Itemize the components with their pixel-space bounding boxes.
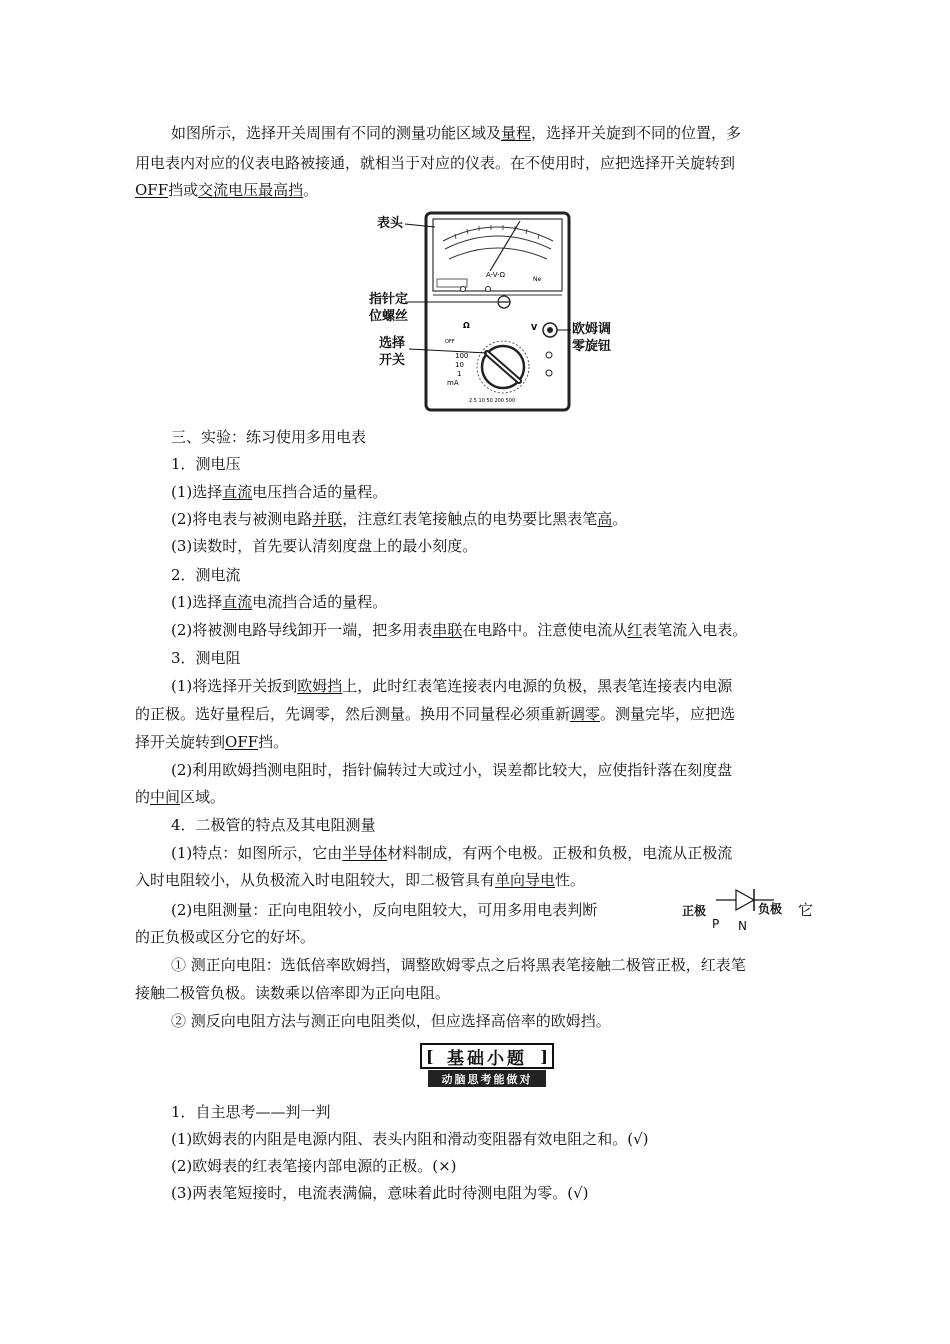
s4-item-2-line-2: 的正负极或区分它的好坏。 bbox=[135, 928, 316, 946]
label-selector-1: 选择 bbox=[379, 336, 406, 351]
s4-item-2-line-1: (2)电阻测量：正向电阻较小，反向电阻较大，可用多用电表判断 bbox=[171, 901, 598, 919]
s3-heading: 3．测电阻 bbox=[171, 649, 241, 667]
label-selector-2: 开关 bbox=[379, 353, 406, 368]
intro-line-3: OFF挡或交流电压最高挡。 bbox=[135, 181, 319, 199]
s3-item-2-line-2: 的中间区域。 bbox=[135, 788, 226, 806]
intro-line-2: 用电表内对应的仪表电路被接通，就相当于对应的仪表。在不使用时，应把选择开关旋转到 bbox=[135, 154, 736, 172]
s1-heading: 1．测电压 bbox=[171, 455, 241, 473]
banner-title-box bbox=[420, 1043, 554, 1069]
label-meter-head: 表头 bbox=[377, 216, 404, 231]
off-label: OFF bbox=[445, 339, 455, 345]
s4-item-1-line-2: 入时电阻较小，从负极流入时电阻较大，即二极管具有单向导电性。 bbox=[135, 871, 586, 889]
omega-label: Ω bbox=[463, 321, 470, 330]
s1-item-1: (1)选择直流电压挡合适的量程。 bbox=[171, 483, 388, 501]
s2-item-1: (1)选择直流电流挡合适的量程。 bbox=[171, 593, 388, 611]
banner-subtitle: 动脑思考能做对 bbox=[441, 1072, 533, 1086]
ne-mark: Ne bbox=[533, 276, 542, 283]
quiz-item-3: (3)两表笔短接时，电流表满偏，意味着此时待测电阻为零。(√) bbox=[171, 1184, 589, 1202]
meter-face bbox=[433, 219, 562, 291]
s3-item-1-line-3: 择开关旋转到OFF挡。 bbox=[135, 733, 289, 751]
label-ohm-zero-2: 零旋钮 bbox=[572, 339, 612, 354]
diode-positive-label: 正极 bbox=[682, 904, 707, 918]
section3-title: 三、实验：练习使用多用电表 bbox=[171, 428, 367, 446]
s4-item-2-tail: 它 bbox=[798, 901, 814, 919]
s4-heading: 4．二极管的特点及其电阻测量 bbox=[171, 816, 376, 834]
multimeter-figure bbox=[365, 205, 625, 415]
bottom-scale: 2.5 10 50 200 500 bbox=[469, 398, 516, 404]
quiz-title: 1．自主思考——判一判 bbox=[171, 1103, 331, 1121]
range-1: 1 bbox=[457, 370, 462, 378]
banner-title: 基础小题 bbox=[447, 1048, 527, 1069]
quiz-item-1: (1)欧姆表的内阻是电源内阻、表头内阻和滑动变阻器有效电阻之和。(√) bbox=[171, 1130, 649, 1148]
s3-item-2-line-1: (2)利用欧姆挡测电阻时，指针偏转过大或过小，误差都比较大，应使指针落在刻度盘 bbox=[171, 761, 733, 779]
banner-subtitle-box bbox=[428, 1070, 546, 1087]
diode-negative-label: 负极 bbox=[758, 902, 783, 916]
banner-bracket-right: ] bbox=[540, 1047, 548, 1066]
range-100: 100 bbox=[455, 352, 469, 360]
s3-item-1-line-2: 的正极。选好量程后，先调零，然后测量。换用不同量程必须重新调零。测量完毕，应把选 bbox=[135, 705, 736, 723]
multimeter-drawing bbox=[365, 205, 625, 415]
diode-figure bbox=[680, 880, 800, 933]
basic-questions-banner bbox=[420, 1043, 554, 1089]
dial-text: A-V-Ω bbox=[486, 271, 506, 279]
diode-p-label: P bbox=[712, 917, 720, 931]
quiz-item-2: (2)欧姆表的红表笔接内部电源的正极。(×) bbox=[171, 1157, 457, 1175]
s4-item-1-line-1: (1)特点：如图所示，它由半导体材料制成，有两个电极。正极和负极，电流从正极流 bbox=[171, 844, 733, 862]
label-ohm-zero-1: 欧姆调 bbox=[572, 322, 612, 337]
intro-line-1: 如图所示，选择开关周围有不同的测量功能区域及量程，选择开关旋到不同的位置，多 bbox=[171, 124, 742, 142]
s3-item-1-line-1: (1)将选择开关扳到欧姆挡上，此时红表笔连接表内电源的负极，黑表笔连接表内电源 bbox=[171, 677, 733, 695]
v-label: V bbox=[531, 323, 538, 332]
label-pointer-screw-1: 指针定 bbox=[369, 292, 409, 307]
label-pointer-screw-2: 位螺丝 bbox=[369, 309, 409, 324]
ma-label: mA bbox=[447, 379, 459, 387]
s1-item-3: (3)读数时，首先要认清刻度盘上的最小刻度。 bbox=[171, 537, 478, 555]
range-10: 10 bbox=[455, 361, 464, 369]
circle-1-line-2: 接触二极管负极。读数乘以倍率即为正向电阻。 bbox=[135, 984, 451, 1002]
circle-1-line-1: ① 测正向电阻：选低倍率欧姆挡，调整欧姆零点之后将黑表笔接触二极管正极，红表笔 bbox=[171, 956, 746, 974]
s1-item-2: (2)将电表与被测电路并联，注意红表笔接触点的电势要比黑表笔高。 bbox=[171, 510, 628, 528]
circle-2: ② 测反向电阻方法与测正向电阻类似，但应选择高倍率的欧姆挡。 bbox=[171, 1012, 611, 1030]
s2-item-2: (2)将被测电路导线卸开一端，把多用表串联在电路中。注意使电流从红表笔流入电表。 bbox=[171, 621, 748, 639]
diode-n-label: N bbox=[738, 919, 747, 933]
banner-bracket-left: [ bbox=[426, 1047, 434, 1066]
s2-heading: 2．测电流 bbox=[171, 566, 241, 584]
